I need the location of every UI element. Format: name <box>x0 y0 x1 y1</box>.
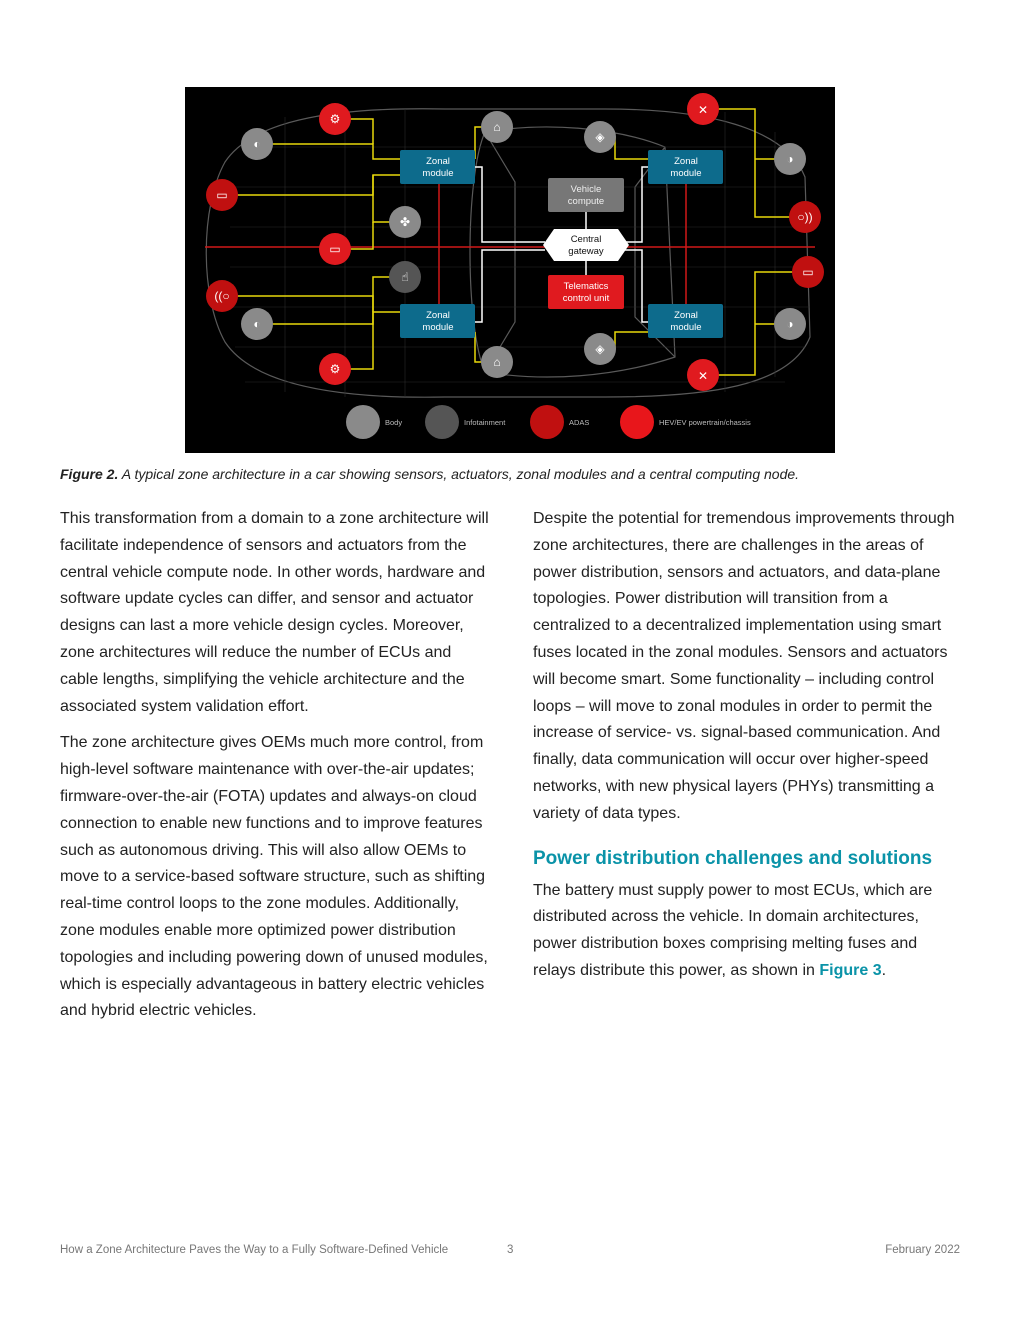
svg-text:▭: ▭ <box>802 265 814 279</box>
radar-right-icon <box>789 201 821 233</box>
footer-date: February 2022 <box>885 1244 960 1256</box>
section-heading: Power distribution challenges and solutions <box>533 847 933 869</box>
zonal-module-label: Zonal module <box>422 310 454 333</box>
radar-left-icon <box>206 280 238 312</box>
svg-text:⌂: ⌂ <box>493 120 501 134</box>
legend-label: HEV/EV powertrain/chassis <box>659 418 751 427</box>
legend-label: Body <box>385 418 403 427</box>
figure-label: Figure 2. <box>60 466 119 482</box>
legend-item-body <box>346 405 402 439</box>
svg-text:✕: ✕ <box>697 369 709 383</box>
svg-text:((○: ((○ <box>214 289 230 303</box>
zonal-module-label: Zonal module <box>422 156 454 179</box>
motor-rear-icon <box>319 353 351 385</box>
telematics-control-unit <box>548 275 624 309</box>
zone-architecture-figure <box>185 87 835 453</box>
camera-rear-icon <box>792 256 824 288</box>
vehicle-compute-node <box>548 178 624 212</box>
svg-text:◈: ◈ <box>595 342 605 356</box>
brake-front-icon <box>687 93 719 125</box>
zonal-module-front-right <box>648 150 723 184</box>
svg-text:⌂: ⌂ <box>493 355 501 369</box>
svg-text:▭: ▭ <box>216 188 228 202</box>
zone-architecture-diagram <box>185 87 835 453</box>
svg-text:◐: ◐ <box>253 317 261 331</box>
telematics-label: Telematics control unit <box>562 281 610 304</box>
svg-text:○)): ○)) <box>797 210 813 224</box>
legend-label: ADAS <box>569 418 590 427</box>
taillight-left-icon <box>241 308 273 340</box>
central-gateway-label: Central gateway <box>568 234 604 257</box>
page-number: 3 <box>507 1244 514 1256</box>
door-left-front-icon <box>481 111 513 143</box>
right-column <box>533 506 963 995</box>
central-gateway-node <box>543 229 629 261</box>
headlight-icon <box>241 128 273 160</box>
legend-label: Infotainment <box>464 418 506 427</box>
vehicle-compute-label: Vehicle compute <box>567 184 605 207</box>
zonal-module-front-left <box>400 150 475 184</box>
svg-text:⚙: ⚙ <box>329 112 341 126</box>
taillight-right-icon <box>774 308 806 340</box>
caption-text: A typical zone architecture in a car showing sensors, actuators, zonal modules and a central computing node. <box>118 466 800 482</box>
svg-text:◑: ◑ <box>786 152 794 166</box>
paragraph: This transformation from a domain to a zone architecture will facilitate independence of sensors and actuators from the central vehicle compute node. In other words, hardware and software update cycles can differ, and sensor and actuator designs can last a more vehicle design cycles. Moreover, zone architectures will reduce the number of ECUs and cable lengths, simplifying the vehicle architecture and the associated system validation effort. <box>60 510 489 715</box>
battery-icon <box>319 233 351 265</box>
brake-rear-icon <box>687 359 719 391</box>
footer-title: How a Zone Architecture Paves the Way to a Fully Software-Defined Vehicle <box>60 1244 449 1256</box>
zonal-module-rear-left <box>400 304 475 338</box>
headlight-right-icon <box>774 143 806 175</box>
legend-item-infotainment <box>425 405 506 439</box>
figure-caption <box>60 466 960 482</box>
legend-item-adas <box>530 405 589 439</box>
figure-3-link[interactable]: Figure 3 <box>819 961 882 979</box>
zonal-module-label: Zonal module <box>670 156 702 179</box>
touch-icon <box>389 261 421 293</box>
door-left-rear-icon <box>481 346 513 378</box>
antenna-rear-icon <box>584 333 616 365</box>
svg-text:☝: ☝ <box>401 270 409 284</box>
paragraph: Despite the potential for tremendous improvements through zone architectures, there are challenges in the areas of power distribution, sensors and actuators, and data-plane topologies. Power distribution will transition from a centralized to a decentralized implementation using smart fuses located in the zonal modules. Sensors and actuators will become smart. Some functionality – including control loops – will move to zonal modules in order to permit the increase of service- vs. signal-based communication. And finally, data communication will occur over higher-speed networks, with new physical layers (PHYs) transmitting a variety of data types. <box>533 510 955 822</box>
svg-text:✤: ✤ <box>399 215 411 229</box>
svg-text:◈: ◈ <box>595 130 605 144</box>
paragraph-end: . <box>881 961 887 979</box>
svg-text:◐: ◐ <box>253 137 261 151</box>
fan-icon <box>389 206 421 238</box>
engine-icon <box>319 103 351 135</box>
zonal-module-label: Zonal module <box>670 310 702 333</box>
svg-text:▭: ▭ <box>329 242 341 256</box>
legend-item-hev-ev <box>620 405 751 439</box>
paragraph: The zone architecture gives OEMs much more control, from high-level software maintenance with over-the-air updates; firmware-over-the-air (FOTA) updates and always-on cloud connection to enable new functions and to improve features such as autonomous driving. This will also allow OEMs to move to a service-based software structure, such as shifting real-time control loops to the zone modules. Additionally, zone modules enable more optimized power distribution topologies and including powering down of unused modules, which is especially advantageous in battery electric vehicles and hybrid electric vehicles. <box>60 734 488 1020</box>
legend <box>346 405 751 439</box>
svg-text:◑: ◑ <box>786 317 794 331</box>
data-backbone <box>205 182 815 312</box>
paragraph-text: The battery must supply power to most ECUs, which are distributed across the vehicle. In domain architectures, power distribution boxes comprising melting fuses and relays distribute this power, as shown in <box>533 881 933 979</box>
svg-text:✕: ✕ <box>697 103 709 117</box>
zonal-module-rear-right <box>648 304 723 338</box>
paragraph <box>533 878 963 985</box>
svg-text:⚙: ⚙ <box>329 362 341 376</box>
antenna-front-icon <box>584 121 616 153</box>
camera-front-icon <box>206 179 238 211</box>
left-column <box>60 506 492 1035</box>
